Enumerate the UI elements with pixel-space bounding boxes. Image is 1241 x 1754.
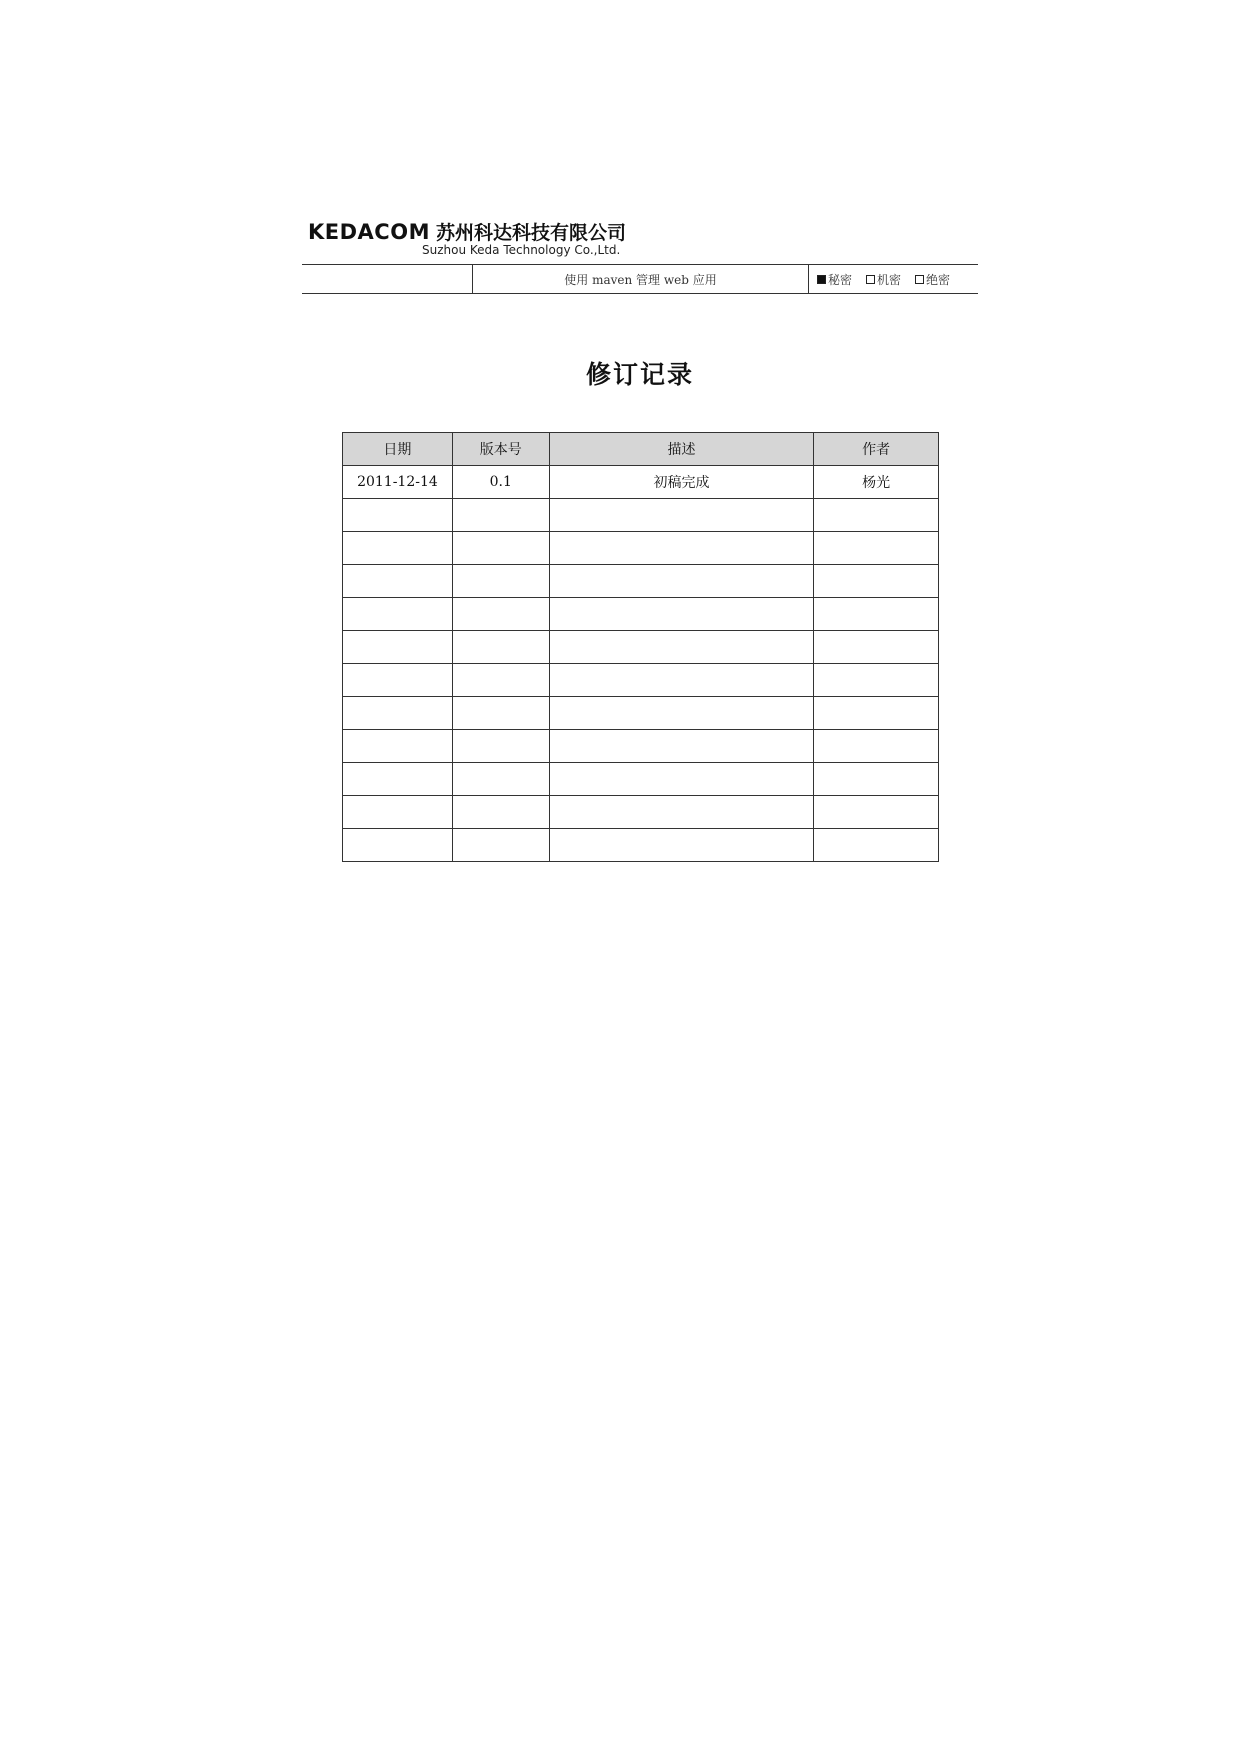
cell-version bbox=[452, 631, 549, 664]
cell-author bbox=[814, 499, 939, 532]
table-row bbox=[343, 664, 939, 697]
cell-version bbox=[452, 565, 549, 598]
cell-date bbox=[343, 763, 453, 796]
table-row bbox=[343, 697, 939, 730]
cell-description bbox=[549, 730, 814, 763]
table-row bbox=[343, 631, 939, 664]
logo-company-cn: 苏州科达科技有限公司 bbox=[435, 222, 626, 244]
table-row bbox=[343, 829, 939, 862]
cell-version bbox=[452, 499, 549, 532]
cell-description bbox=[549, 697, 814, 730]
cell-description bbox=[549, 532, 814, 565]
cell-author bbox=[814, 664, 939, 697]
cell-version bbox=[452, 598, 549, 631]
cell-version: 0.1 bbox=[452, 466, 549, 499]
cell-description bbox=[549, 499, 814, 532]
cell-version bbox=[452, 697, 549, 730]
document-header bbox=[302, 264, 978, 294]
column-header-version: 版本号 bbox=[452, 433, 549, 466]
cell-description: 初稿完成 bbox=[549, 466, 814, 499]
table-row bbox=[343, 763, 939, 796]
cell-author bbox=[814, 598, 939, 631]
table-row bbox=[343, 499, 939, 532]
cell-date bbox=[343, 829, 453, 862]
cell-author: 杨光 bbox=[814, 466, 939, 499]
table-row bbox=[343, 565, 939, 598]
cell-description bbox=[549, 631, 814, 664]
cell-date bbox=[343, 664, 453, 697]
table-row bbox=[343, 466, 939, 499]
cell-date bbox=[343, 598, 453, 631]
column-header-date: 日期 bbox=[343, 433, 453, 466]
table-row bbox=[343, 796, 939, 829]
revision-table bbox=[342, 432, 939, 862]
header-blank-cell bbox=[302, 265, 473, 293]
cell-author bbox=[814, 730, 939, 763]
cell-version bbox=[452, 763, 549, 796]
company-logo bbox=[308, 218, 626, 257]
cell-description bbox=[549, 664, 814, 697]
cell-author bbox=[814, 631, 939, 664]
checked-box-icon bbox=[817, 275, 826, 284]
cell-version bbox=[452, 796, 549, 829]
cell-description bbox=[549, 829, 814, 862]
table-row bbox=[343, 730, 939, 763]
cell-description bbox=[549, 598, 814, 631]
cell-date bbox=[343, 499, 453, 532]
classification-label: 机密 bbox=[877, 272, 902, 287]
column-header-description: 描述 bbox=[549, 433, 814, 466]
classification-top-secret bbox=[915, 271, 950, 288]
cell-version bbox=[452, 532, 549, 565]
cell-author bbox=[814, 829, 939, 862]
cell-version bbox=[452, 664, 549, 697]
cell-author bbox=[814, 796, 939, 829]
cell-date: 2011-12-14 bbox=[343, 466, 453, 499]
cell-author bbox=[814, 697, 939, 730]
logo-company-en: Suzhou Keda Technology Co.,Ltd. bbox=[422, 243, 621, 257]
cell-date bbox=[343, 565, 453, 598]
cell-version bbox=[452, 730, 549, 763]
revision-table-body bbox=[343, 466, 939, 862]
cell-date bbox=[343, 796, 453, 829]
classification-group bbox=[809, 265, 978, 293]
cell-version bbox=[452, 829, 549, 862]
table-header-row bbox=[343, 433, 939, 466]
column-header-author: 作者 bbox=[814, 433, 939, 466]
cell-author bbox=[814, 763, 939, 796]
classification-label: 绝密 bbox=[926, 272, 951, 287]
cell-author bbox=[814, 532, 939, 565]
cell-date bbox=[343, 631, 453, 664]
classification-label: 秘密 bbox=[828, 272, 853, 287]
cell-author bbox=[814, 565, 939, 598]
cell-date bbox=[343, 697, 453, 730]
unchecked-box-icon bbox=[866, 275, 875, 284]
cell-description bbox=[549, 565, 814, 598]
classification-secret bbox=[817, 271, 852, 288]
page-title: 修订记录 bbox=[585, 360, 694, 389]
cell-description bbox=[549, 796, 814, 829]
cell-date bbox=[343, 532, 453, 565]
table-row bbox=[343, 598, 939, 631]
cell-date bbox=[343, 730, 453, 763]
classification-confidential bbox=[866, 271, 901, 288]
table-row bbox=[343, 532, 939, 565]
cell-description bbox=[549, 763, 814, 796]
logo-brand: KEDACOM bbox=[308, 220, 430, 244]
header-doc-title: 使用 maven 管理 web 应用 bbox=[473, 265, 809, 293]
unchecked-box-icon bbox=[915, 275, 924, 284]
